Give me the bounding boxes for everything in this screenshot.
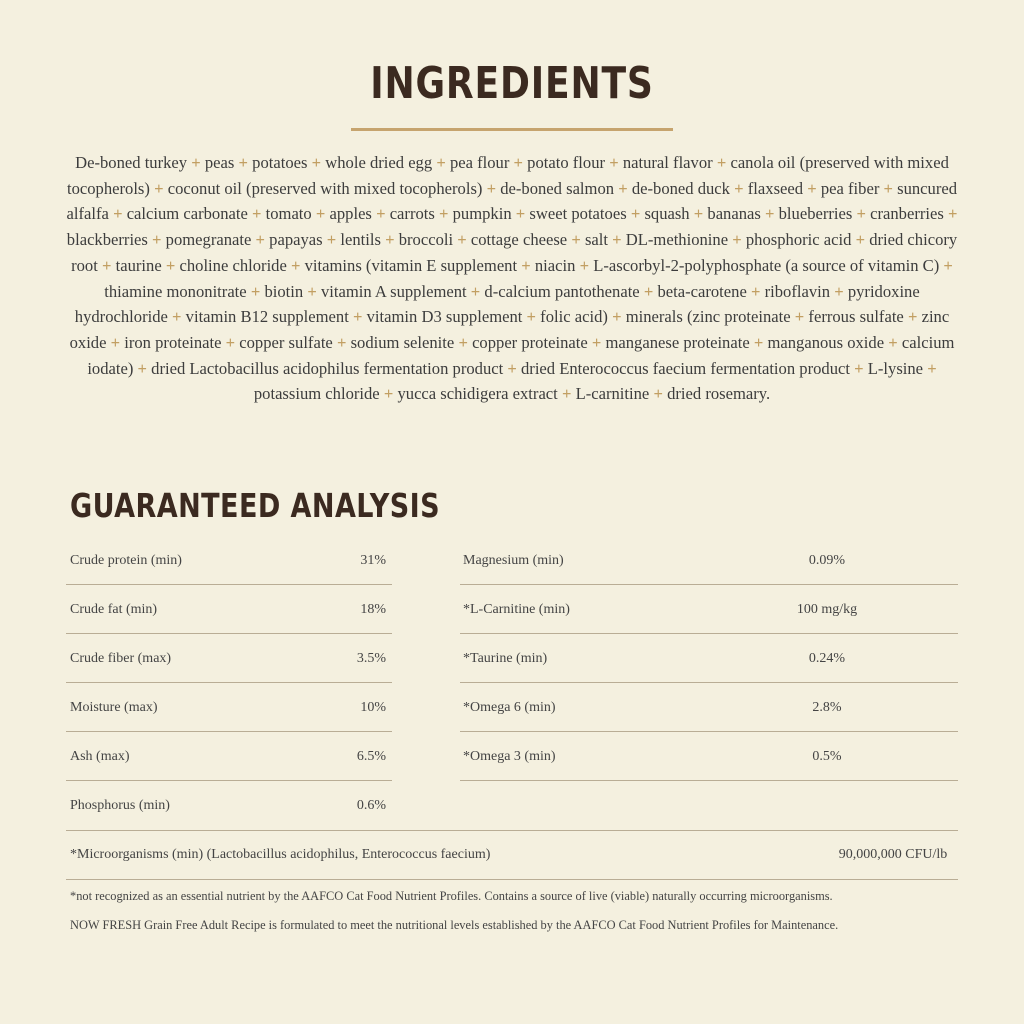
analysis-label: Moisture (max): [70, 700, 158, 715]
ingredient-item: copper proteinate: [472, 332, 588, 352]
plus-separator: +: [907, 307, 918, 327]
ingredient-item: blueberries: [778, 204, 853, 224]
analysis-value: 31%: [360, 553, 386, 568]
ingredient-item: whole dried egg: [325, 153, 433, 172]
plus-separator: +: [376, 204, 386, 224]
ingredient-item: minerals (zinc proteinate: [625, 307, 791, 327]
plus-separator: +: [307, 281, 317, 301]
plus-separator: +: [883, 178, 893, 198]
plus-separator: +: [561, 384, 572, 404]
plus-separator: +: [807, 178, 817, 198]
ingredient-item: pea flour: [449, 153, 510, 172]
ingredient-item: pumpkin: [452, 204, 512, 224]
ingredient-item: tomato: [265, 204, 312, 224]
analysis-row: [66, 781, 392, 829]
analysis-row: [460, 732, 958, 781]
plus-separator: +: [457, 230, 467, 250]
plus-separator: +: [507, 358, 517, 378]
plus-separator: +: [750, 281, 761, 301]
analysis-label: *Taurine (min): [463, 651, 548, 666]
plus-separator: +: [693, 204, 704, 224]
plus-separator: +: [255, 230, 265, 250]
analysis-row: [460, 536, 958, 585]
plus-separator: +: [238, 153, 248, 172]
plus-separator: +: [336, 332, 347, 352]
plus-separator: +: [113, 204, 123, 224]
plus-separator: +: [854, 358, 864, 378]
ingredient-item: potato flour: [527, 153, 606, 172]
ingredient-item: pyridoxine hydrochloride: [74, 281, 920, 327]
plus-separator: +: [439, 204, 449, 224]
ingredient-item: pea fiber: [820, 178, 880, 198]
plus-separator: +: [855, 230, 866, 250]
plus-separator: +: [521, 255, 531, 275]
plus-separator: +: [943, 255, 953, 275]
ingredient-item: canola oil (preserved with mixed tocopherols): [66, 153, 949, 198]
analysis-row: [66, 634, 392, 683]
ingredient-item: carrots: [389, 204, 435, 224]
analysis-right-column: [460, 536, 958, 781]
ingredient-item: choline chloride: [179, 255, 287, 275]
plus-separator: +: [315, 204, 326, 224]
analysis-label: Crude protein (min): [70, 553, 182, 568]
analysis-value: 0.24%: [808, 651, 846, 666]
ingredient-item: broccoli: [398, 230, 454, 250]
plus-separator: +: [765, 204, 775, 224]
ingredient-item: natural flavor: [622, 153, 713, 172]
ingredient-item: de-boned duck: [631, 178, 730, 198]
plus-separator: +: [172, 307, 182, 327]
ingredient-item: suncured alfalfa: [66, 178, 958, 224]
plus-separator: +: [834, 281, 844, 301]
ingredient-item: lentils: [340, 230, 381, 250]
ingredient-item: sweet potatoes: [529, 204, 627, 224]
plus-separator: +: [609, 153, 619, 172]
plus-separator: +: [571, 230, 581, 250]
analysis-value: 0.5%: [812, 749, 842, 764]
ingredient-item: De-boned turkey: [75, 153, 188, 172]
analysis-row: [460, 585, 958, 634]
plus-separator: +: [436, 153, 446, 172]
analysis-row: [460, 683, 958, 732]
ingredient-item: taurine: [115, 255, 162, 275]
ingredient-item: dried Lactobacillus acidophilus fermentation product: [151, 358, 504, 378]
analysis-row: [460, 634, 958, 683]
ingredient-item: beta-carotene: [657, 281, 747, 301]
ingredient-item: riboflavin: [764, 281, 831, 301]
ingredient-item: dried Enterococcus faecium fermentation product: [521, 358, 850, 378]
ingredient-item: cottage cheese: [470, 230, 568, 250]
ingredient-item: vitamin A supplement: [320, 281, 467, 301]
footnote-formulation: NOW FRESH Grain Free Adult Recipe is formulated to meet the nutritional levels established by the AAFCO Cat Food Nutrient Profiles for Maintenance.: [70, 918, 839, 932]
ingredient-item: vitamins (vitamin E supplement: [304, 255, 518, 275]
analysis-value: 0.09%: [808, 553, 846, 568]
plus-separator: +: [612, 307, 622, 327]
plus-separator: +: [526, 307, 537, 327]
plus-separator: +: [110, 332, 121, 352]
title-divider: [351, 128, 673, 131]
analysis-title: GUARANTEED ANALYSIS: [70, 486, 441, 525]
plus-separator: +: [927, 358, 937, 378]
ingredient-item: phosphoric acid: [745, 230, 852, 250]
ingredient-item: yucca schidigera extract: [397, 384, 558, 404]
ingredient-item: vitamin D3 supplement: [366, 307, 523, 327]
plus-separator: +: [591, 332, 602, 352]
plus-separator: +: [630, 204, 641, 224]
analysis-label: Ash (max): [70, 749, 130, 764]
ingredient-item: dried chicory root: [71, 230, 958, 275]
microorganisms-label: *Microorganisms (min) (Lactobacillus acidophilus, Enterococcus faecium): [70, 847, 491, 862]
analysis-value: 6.5%: [356, 749, 386, 764]
ingredient-item: zinc oxide: [69, 307, 950, 352]
plus-separator: +: [154, 178, 164, 198]
plus-separator: +: [383, 384, 394, 404]
analysis-value: 100 mg/kg: [796, 602, 858, 617]
ingredient-item: iron proteinate: [124, 332, 222, 352]
ingredient-item: DL-methionine: [625, 230, 729, 250]
plus-separator: +: [716, 153, 727, 172]
ingredient-item: potatoes: [252, 153, 308, 172]
analysis-value: 18%: [360, 602, 386, 617]
analysis-row: [66, 585, 392, 634]
ingredient-item: salt: [584, 230, 608, 250]
analysis-row: [66, 683, 392, 732]
plus-separator: +: [152, 230, 162, 250]
analysis-value: 2.8%: [812, 700, 842, 715]
plus-separator: +: [947, 204, 958, 224]
ingredient-item: thiamine mononitrate: [104, 281, 247, 301]
plus-separator: +: [643, 281, 654, 301]
ingredient-item: bananas: [707, 204, 761, 224]
ingredient-item: blackberries: [66, 230, 148, 250]
ingredient-item: pomegranate: [165, 230, 252, 250]
analysis-label: *L-Carnitine (min): [463, 602, 570, 617]
ingredient-item: apples: [329, 204, 372, 224]
ingredient-item: manganous oxide: [767, 332, 885, 352]
plus-separator: +: [470, 281, 481, 301]
ingredient-item: papayas: [269, 230, 323, 250]
plus-separator: +: [732, 230, 742, 250]
plus-separator: +: [515, 204, 526, 224]
plus-separator: +: [486, 178, 497, 198]
microorganisms-value: 90,000,000 CFU/lb: [838, 847, 948, 862]
ingredient-item: folic acid): [540, 307, 608, 327]
ingredient-item: squash: [644, 204, 690, 224]
plus-separator: +: [458, 332, 468, 352]
ingredient-item: calcium iodate): [87, 332, 955, 378]
plus-separator: +: [794, 307, 805, 327]
ingredient-item: L-carnitine: [575, 384, 650, 404]
ingredient-item: potassium chloride: [253, 384, 380, 404]
analysis-value: 3.5%: [356, 651, 386, 666]
plus-separator: +: [888, 332, 898, 352]
analysis-label: Magnesium (min): [463, 553, 564, 568]
ingredient-item: d-calcium pantothenate: [484, 281, 640, 301]
plus-separator: +: [385, 230, 395, 250]
analysis-label: *Omega 3 (min): [463, 749, 556, 764]
ingredient-item: copper sulfate: [239, 332, 333, 352]
ingredient-item: L-ascorbyl-2-polyphosphate (a source of vitamin C): [593, 255, 940, 275]
plus-separator: +: [734, 178, 744, 198]
ingredients-list: [62, 150, 962, 407]
ingredient-item: dried rosemary.: [667, 384, 771, 404]
plus-separator: +: [250, 281, 261, 301]
ingredient-item: L-lysine: [867, 358, 924, 378]
ingredient-item: manganese proteinate: [605, 332, 750, 352]
ingredient-item: cranberries: [870, 204, 944, 224]
analysis-row: [66, 536, 392, 585]
ingredient-item: biotin: [264, 281, 304, 301]
footnote-aafco: *not recognized as an essential nutrient by the AAFCO Cat Food Nutrient Profiles. Contains a source of live (viable) naturally occurring microorganisms.: [70, 889, 833, 903]
plus-separator: +: [291, 255, 301, 275]
analysis-value: 10%: [360, 700, 386, 715]
plus-separator: +: [653, 384, 663, 404]
plus-separator: +: [102, 255, 112, 275]
plus-separator: +: [311, 153, 322, 172]
ingredient-item: peas: [204, 153, 235, 172]
ingredient-item: de-boned salmon: [500, 178, 615, 198]
ingredient-item: coconut oil (preserved with mixed tocopherols): [167, 178, 483, 198]
plus-separator: +: [252, 204, 262, 224]
plus-separator: +: [137, 358, 148, 378]
ingredient-item: calcium carbonate: [126, 204, 248, 224]
plus-separator: +: [612, 230, 622, 250]
plus-separator: +: [165, 255, 176, 275]
plus-separator: +: [618, 178, 628, 198]
plus-separator: +: [326, 230, 337, 250]
plus-separator: +: [225, 332, 236, 352]
analysis-value: 0.6%: [356, 798, 386, 813]
ingredient-item: ferrous sulfate: [808, 307, 904, 327]
plus-separator: +: [579, 255, 590, 275]
plus-separator: +: [856, 204, 866, 224]
analysis-label: Crude fat (min): [70, 602, 158, 617]
analysis-label: Phosphorus (min): [70, 798, 170, 813]
microorganisms-row: [66, 830, 958, 880]
ingredient-item: niacin: [534, 255, 576, 275]
plus-separator: +: [753, 332, 764, 352]
ingredients-title: INGREDIENTS: [370, 58, 654, 109]
ingredient-item: flaxseed: [747, 178, 804, 198]
analysis-left-column: [66, 536, 392, 829]
ingredient-item: vitamin B12 supplement: [185, 307, 349, 327]
analysis-label: Crude fiber (max): [70, 651, 172, 666]
plus-separator: +: [352, 307, 363, 327]
ingredient-item: sodium selenite: [350, 332, 455, 352]
plus-separator: +: [513, 153, 523, 172]
plus-separator: +: [191, 153, 201, 172]
analysis-row: [66, 732, 392, 781]
analysis-label: *Omega 6 (min): [463, 700, 556, 715]
